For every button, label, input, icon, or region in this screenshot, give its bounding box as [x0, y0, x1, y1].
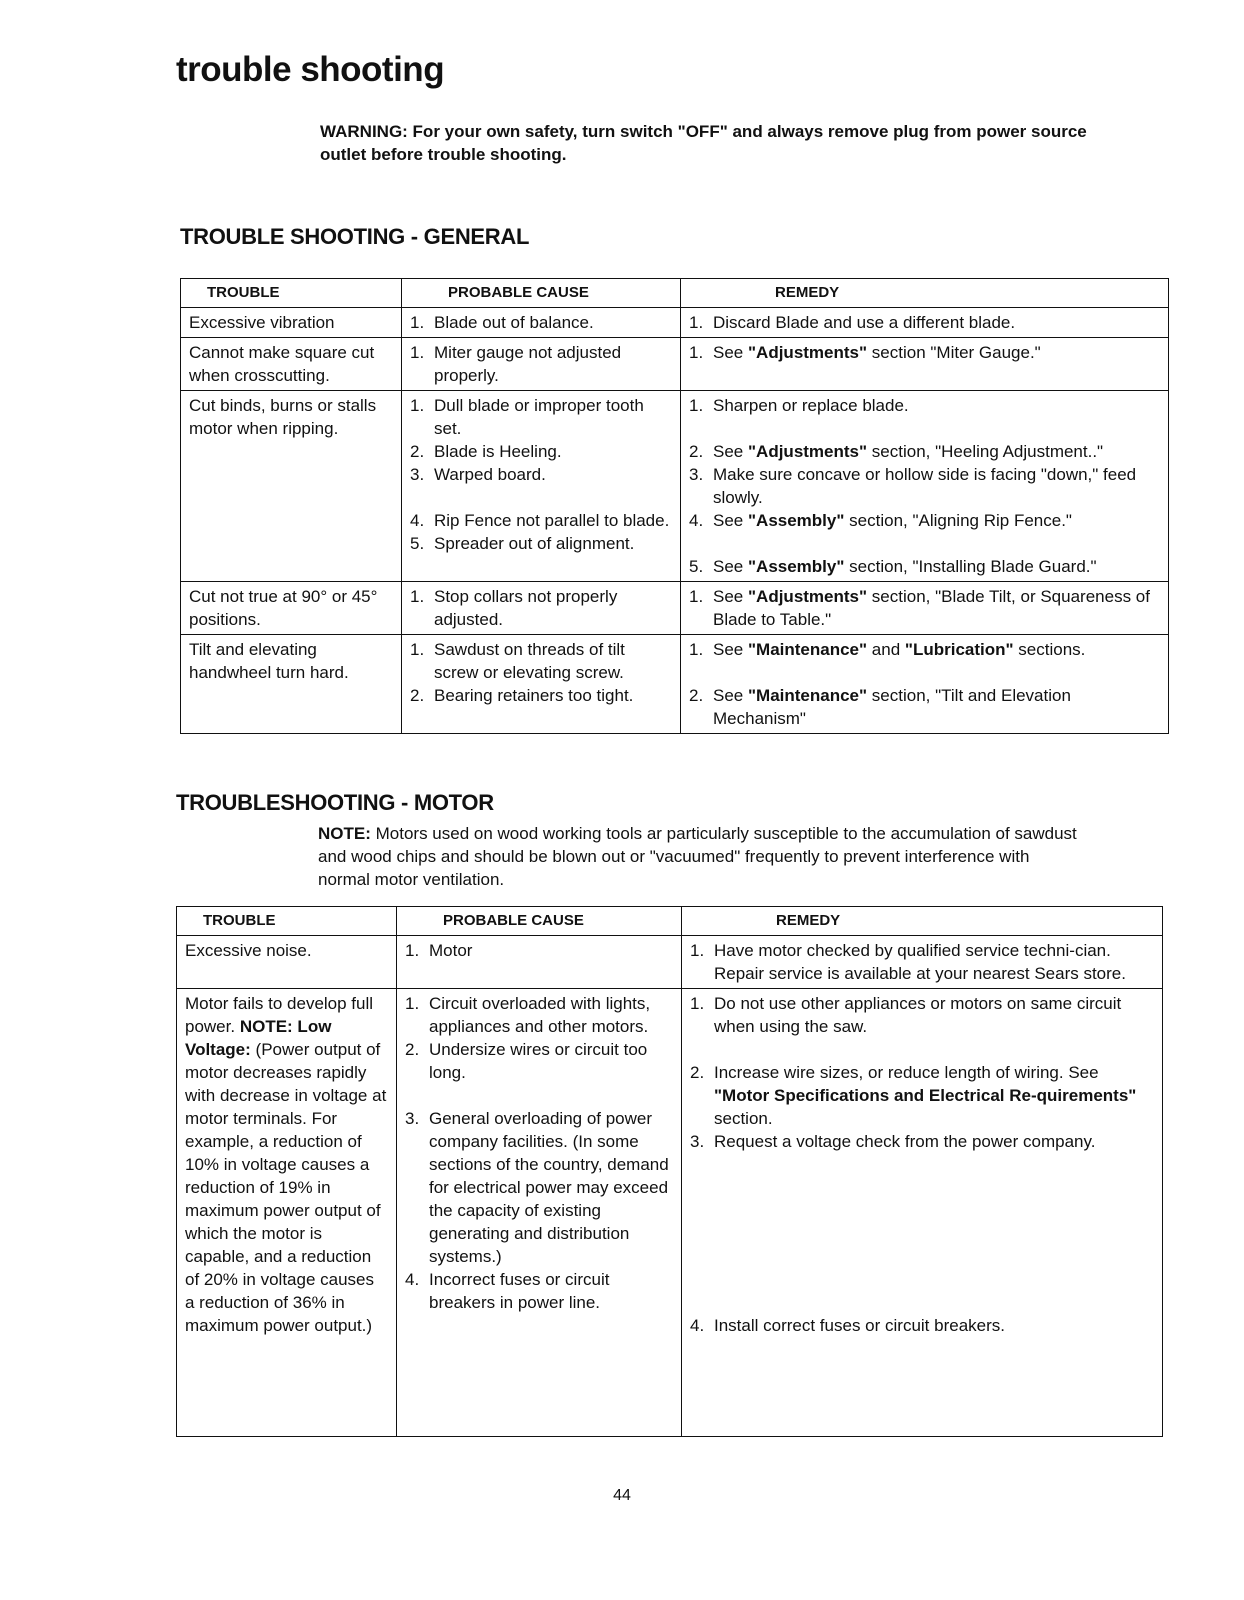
remedy-item: See "Maintenance" and "Lubrication" sections.: [713, 640, 1086, 659]
cause-item: Bearing retainers too tight.: [434, 686, 634, 705]
cause-item: Blade is Heeling.: [434, 442, 562, 461]
motor-note: [318, 822, 1078, 891]
trouble-cell: Excessive vibration: [181, 308, 402, 338]
cause-item: General overloading of power company facilities. (In some sections of the country, demand for electrical power may exceed the capacity of existing generating and distribution systems.): [429, 1109, 669, 1266]
table-header-row: [177, 907, 1163, 936]
remedy-item: Do not use other appliances or motors on same circuit when using the saw.: [714, 994, 1122, 1036]
header-cause: PROBABLE CAUSE: [397, 907, 682, 936]
trouble-cell: Motor fails to develop full power. NOTE: Low Voltage: (Power output of motor decreases rapidly with decrease in voltage at motor terminals. For example, a reduction of 10% in voltage causes a reduction of 19% in maximum power output of which the motor is capable, and a reduction of 20% in voltage causes a reduction of 36% in maximum power output.): [177, 989, 397, 1437]
table-row: [181, 391, 1169, 582]
remedy-cell: 1. Discard Blade and use a different blade.: [681, 308, 1169, 338]
header-remedy: REMEDY: [682, 907, 1163, 936]
remedy-item: Install correct fuses or circuit breakers.: [714, 1316, 1005, 1335]
note-label: NOTE:: [318, 824, 371, 843]
table-row: [177, 936, 1163, 989]
remedy-item: See "Adjustments" section, "Blade Tilt, or Squareness of Blade to Table.": [713, 587, 1150, 629]
remedy-item: Discard Blade and use a different blade.: [713, 313, 1016, 332]
header-trouble: TROUBLE: [177, 907, 397, 936]
table-row: [181, 582, 1169, 635]
cause-item: Blade out of balance.: [434, 313, 594, 332]
cause-item: Incorrect fuses or circuit breakers in power line.: [429, 1270, 610, 1312]
motor-heading: TROUBLESHOOTING - MOTOR: [176, 790, 494, 815]
cause-item: Undersize wires or circuit too long.: [429, 1040, 648, 1082]
header-cause: PROBABLE CAUSE: [402, 279, 681, 308]
page-title: trouble shooting: [176, 50, 445, 89]
remedy-item: See "Adjustments" section, "Heeling Adjustment..": [713, 442, 1104, 461]
cause-item: Motor: [429, 941, 473, 960]
remedy-item: See "Assembly" section, "Installing Blade Guard.": [713, 557, 1097, 576]
cause-item: Dull blade or improper tooth set.: [434, 396, 644, 438]
trouble-cell: Cannot make square cut when crosscutting.: [181, 338, 402, 391]
remedy-cell: 1. Have motor checked by qualified service techni-cian. Repair service is available at your nearest Sears store.: [682, 936, 1163, 989]
cause-item: Rip Fence not parallel to blade.: [434, 511, 670, 530]
remedy-item: Increase wire sizes, or reduce length of wiring. See "Motor Specifications and Electrical Re-quirements" section.: [714, 1063, 1137, 1128]
warning-text: WARNING: For your own safety, turn switch "OFF" and always remove plug from power source outlet before trouble shooting.: [320, 122, 1087, 164]
trouble-cell: Tilt and elevating handwheel turn hard.: [181, 635, 402, 734]
remedy-item: Have motor checked by qualified service techni-cian. Repair service is available at your nearest Sears store.: [714, 941, 1126, 983]
table-row: [181, 635, 1169, 734]
remedy-item: See "Adjustments" section "Miter Gauge.": [713, 343, 1041, 362]
cause-item: Spreader out of alignment.: [434, 534, 635, 553]
cause-cell: 1. Sawdust on threads of tilt screw or elevating screw. 2. Bearing retainers too tight.: [402, 635, 681, 734]
cause-cell: 1. Blade out of balance.: [402, 308, 681, 338]
header-trouble: TROUBLE: [181, 279, 402, 308]
table-row: [181, 338, 1169, 391]
motor-table: [176, 906, 1163, 1437]
table-header-row: [181, 279, 1169, 308]
remedy-cell: 1. Do not use other appliances or motors on same circuit when using the saw. 2. Increase wire sizes, or reduce length of wiring. See "Motor Specifications and Electrical Re-quirements" section. 3. Request a voltage check from the power company. 4. Install correct fuses or circuit breakers.: [682, 989, 1163, 1437]
cause-item: Stop collars not properly adjusted.: [434, 587, 618, 629]
remedy-cell: 1. Sharpen or replace blade. 2. See "Adjustments" section, "Heeling Adjustment.." 3. Make sure concave or hollow side is facing "down," feed slowly. 4. See "Assembly" section, "Aligning Rip Fence." 5. See "Assembly" section, "Installing Blade Guard.": [681, 391, 1169, 582]
remedy-item: See "Assembly" section, "Aligning Rip Fence.": [713, 511, 1072, 530]
table-row: [177, 989, 1163, 1437]
cause-cell: 1. Stop collars not properly adjusted.: [402, 582, 681, 635]
cause-cell: 1. Circuit overloaded with lights, appliances and other motors. 2. Undersize wires or circuit too long. 3. General overloading of power company facilities. (In some sections of the country, demand for electrical power may exceed the capacity of existing generating and distribution systems.) 4. Incorrect fuses or circuit breakers in power line.: [397, 989, 682, 1437]
cause-item: Sawdust on threads of tilt screw or elevating screw.: [434, 640, 625, 682]
trouble-cell: Excessive noise.: [177, 936, 397, 989]
cause-item: Circuit overloaded with lights, appliances and other motors.: [429, 994, 651, 1036]
remedy-item: See "Maintenance" section, "Tilt and Elevation Mechanism": [713, 686, 1071, 728]
header-remedy: REMEDY: [681, 279, 1169, 308]
cause-item: Warped board.: [434, 465, 546, 484]
note-text: Motors used on wood working tools ar particularly susceptible to the accumulation of sawdust and wood chips and should be blown out or "vacuumed" frequently to prevent interference with normal motor ventilation.: [318, 824, 1077, 889]
cause-cell: 1. Dull blade or improper tooth set. 2. Blade is Heeling. 3. Warped board. 4. Rip Fence not parallel to blade. 5. Spreader out of alignment.: [402, 391, 681, 582]
cause-cell: 1. Motor: [397, 936, 682, 989]
remedy-cell: 1. See "Adjustments" section "Miter Gauge.": [681, 338, 1169, 391]
remedy-cell: 1. See "Adjustments" section, "Blade Tilt, or Squareness of Blade to Table.": [681, 582, 1169, 635]
trouble-cell: Cut not true at 90° or 45° positions.: [181, 582, 402, 635]
cause-cell: 1. Miter gauge not adjusted properly.: [402, 338, 681, 391]
cause-item: Miter gauge not adjusted properly.: [434, 343, 622, 385]
remedy-item: Make sure concave or hollow side is facing "down," feed slowly.: [713, 465, 1137, 507]
remedy-item: Sharpen or replace blade.: [713, 396, 909, 415]
trouble-cell: Cut binds, burns or stalls motor when ripping.: [181, 391, 402, 582]
remedy-cell: 1. See "Maintenance" and "Lubrication" sections. 2. See "Maintenance" section, "Tilt and Elevation Mechanism": [681, 635, 1169, 734]
general-heading: TROUBLE SHOOTING - GENERAL: [180, 224, 530, 249]
table-row: [181, 308, 1169, 338]
remedy-item: Request a voltage check from the power company.: [714, 1132, 1096, 1151]
general-table: [180, 278, 1169, 734]
page-number: 44: [613, 1487, 631, 1504]
